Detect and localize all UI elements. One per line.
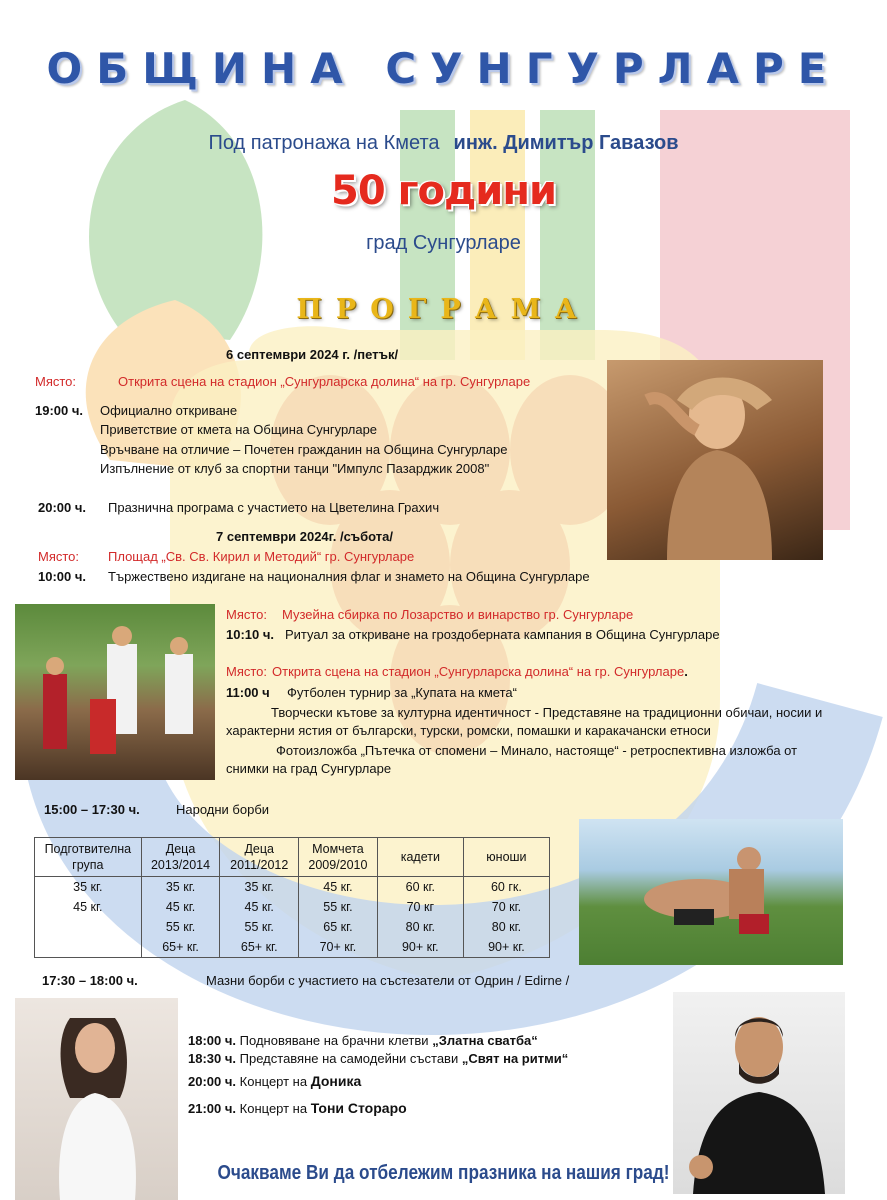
day2-line-1: Тържествено издигане на националния флаг и знамето на Община Сунгурларе (108, 569, 590, 584)
patron-name: инж. Димитър Гавазов (453, 132, 679, 154)
day2-place3: Открита сцена на стадион „Сунгурларска долина“ на гр. Сунгурларе (272, 664, 685, 679)
day2-para-2: Фотоизложба „Пътечка от спомени – Минало, настояще“ - ретроспективна изложба от снимки на град Сунгурларе (226, 743, 798, 776)
day2-place1: Площад „Св. Св. Кирил и Методий“ гр. Сунгурларе (108, 549, 415, 564)
day2-para-1: Творчески кътове за културна идентичност - Представяне на традиционни обичаи, носии и характерни ястия от български, турски, ромски, помашки и каракачански етноси (226, 705, 823, 738)
day1-line-2: Приветствие от кмета на Община Сунгурларе (100, 422, 378, 437)
photo-wrestlers (579, 819, 843, 965)
table-cell: 60 кг. (377, 877, 463, 898)
evening-text: Концерт на (239, 1074, 308, 1089)
patron-text: Под патронажа на Кмета (208, 132, 440, 154)
table-cell (35, 937, 142, 958)
table-cell: 35 кг. (35, 877, 142, 898)
photo-grape-harvest-ritual (15, 604, 215, 780)
evening-highlight: „Златна сватба“ (432, 1033, 538, 1048)
table-cell: 70+ кг. (299, 937, 378, 958)
evening-item-2 (188, 1050, 568, 1068)
evening-time: 18:00 ч. (188, 1033, 237, 1048)
table-header: кадети (377, 838, 463, 877)
day2-place3-line (272, 663, 688, 681)
table-row (35, 877, 550, 898)
evening-item-1 (188, 1032, 538, 1050)
table-cell: 80 кг. (463, 917, 549, 937)
evening-time: 20:00 ч. (188, 1074, 237, 1089)
table-cell: 60 гк. (463, 877, 549, 898)
day1-date: 6 септември 2024 г. /петък/ (226, 347, 399, 362)
day1-time-1900: 19:00 ч. (35, 403, 84, 418)
wrestling-categories-table (34, 837, 550, 958)
day2-time-1100: 11:00 ч (226, 685, 270, 700)
photo-singer-tsvetelina (607, 360, 823, 560)
day1-line-5: Празнична програма с участието на Цветелина Грахич (108, 500, 440, 515)
table-row (35, 937, 550, 958)
day1-line-3: Връчване на отличие – Почетен гражданин на Община Сунгурларе (100, 442, 508, 457)
day1-time-2000: 20:00 ч. (38, 500, 87, 515)
town-name: град Сунгурларе (366, 232, 521, 254)
table-cell: 45 кг. (35, 897, 142, 917)
evening-highlight: Тони Стораро (310, 1100, 407, 1116)
day1-place: Открита сцена на стадион „Сунгурларска долина“ на гр. Сунгурларе (118, 374, 531, 389)
program-heading: ПРОГРАМА (296, 294, 591, 325)
day2-place3-label: Място: (226, 664, 268, 679)
day2-line-3: Футболен турнир за „Купата на кмета“ (287, 685, 517, 700)
day2-time-1500: 15:00 – 17:30 ч. (44, 802, 140, 817)
closing-message: Очакваме Ви да отбележим празника на нашия град! (217, 1162, 670, 1184)
day2-date: 7 септември 2024г. /събота/ (216, 529, 393, 544)
table-cell: 65 кг. (299, 917, 378, 937)
table-header: юноши (463, 838, 549, 877)
table-cell: 45 кг. (141, 897, 220, 917)
table-cell: 70 кг. (463, 897, 549, 917)
table-cell: 45 кг. (220, 897, 299, 917)
table-cell (35, 917, 142, 937)
evening-time: 18:30 ч. (188, 1051, 237, 1066)
day2-line-5: Мазни борби с участието на състезатели от Одрин / Edirne / (206, 973, 570, 988)
day2-time-1730: 17:30 – 18:00 ч. (42, 973, 138, 988)
day2-line-4: Народни борби (176, 802, 270, 817)
day2-time-1000: 10:00 ч. (38, 569, 87, 584)
anniversary-title: 50 години (331, 168, 556, 214)
evening-time: 21:00 ч. (188, 1101, 237, 1116)
patron-line (0, 132, 887, 155)
table-cell: 90+ кг. (463, 937, 549, 958)
evening-item-3 (188, 1072, 361, 1091)
evening-item-4 (188, 1099, 407, 1118)
table-cell: 80 кг. (377, 917, 463, 937)
table-cell: 45 кг. (299, 877, 378, 898)
day2-place3-end: . (684, 664, 688, 679)
day1-line-4: Изпълнение от клуб за спортни танци "Импулс Пазарджик 2008" (100, 461, 490, 476)
table-cell: 55 кг. (141, 917, 220, 937)
table-row (35, 917, 550, 937)
table-cell: 35 кг. (220, 877, 299, 898)
day1-line-1: Официално откриване (100, 403, 238, 418)
page-title: ОБЩИНА СУНГУРЛАРЕ (46, 44, 841, 93)
table-row (35, 897, 550, 917)
evening-text: Подновяване на брачни клетви (239, 1033, 429, 1048)
day2-line-2: Ритуал за откриване на гроздоберната кампания в Община Сунгурларе (285, 627, 720, 642)
table-cell: 65+ кг. (220, 937, 299, 958)
day2-place2: Музейна сбирка по Лозарство и винарство гр. Сунгурларе (282, 607, 634, 622)
table-header: Подготвителна група (35, 838, 142, 877)
table-cell: 70 кг (377, 897, 463, 917)
table-cell: 55 кг. (220, 917, 299, 937)
evening-highlight: Доника (310, 1073, 362, 1089)
evening-text: Представяне на самодейни състави (239, 1051, 459, 1066)
evening-highlight: „Свят на ритми“ (461, 1051, 569, 1066)
table-header: Деца 2013/2014 (141, 838, 220, 877)
table-header: Деца 2011/2012 (220, 838, 299, 877)
table-header: Момчета 2009/2010 (299, 838, 378, 877)
table-cell: 90+ кг. (377, 937, 463, 958)
table-cell: 55 кг. (299, 897, 378, 917)
table-cell: 35 кг. (141, 877, 220, 898)
day1-place-label: Място: (35, 374, 77, 389)
day2-place2-label: Място: (226, 607, 268, 622)
table-cell: 65+ кг. (141, 937, 220, 958)
day2-place1-label: Място: (38, 549, 80, 564)
day2-time-1010: 10:10 ч. (226, 627, 275, 642)
evening-text: Концерт на (239, 1101, 308, 1116)
